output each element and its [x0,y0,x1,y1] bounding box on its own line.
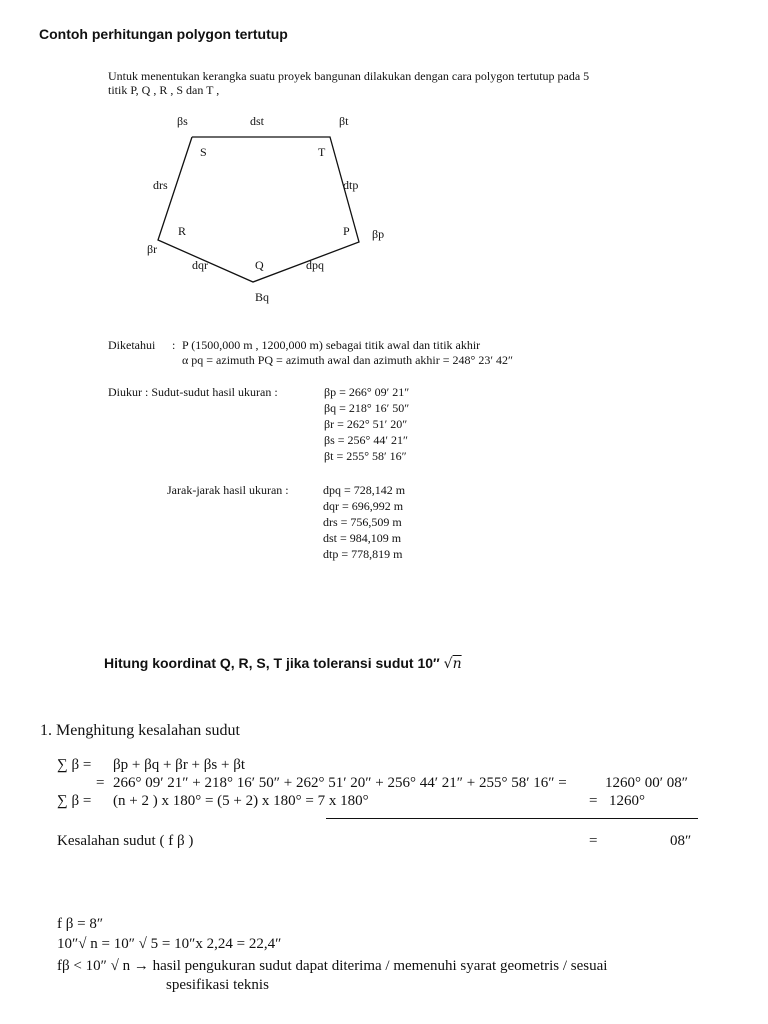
label-point-t: T [318,145,326,159]
given-line-1: P (1500,000 m , 1200,000 m) sebagai titik awal dan titik akhir [182,338,481,352]
angle-row: βq = 218° 16′ 50″ [324,401,410,415]
given-label: Diketahui [108,338,156,352]
given-colon: : [172,338,176,352]
condition-line: fβ < 10″ √ n → hasil pengukuran sudut dapat diterima / memenuhi syarat geometris / sesuai [57,958,608,974]
given-line-2: α pq = azimuth PQ = azimuth awal dan azimuth akhir = 248° 23′ 42″ [182,353,513,367]
angle-row: βp = 266° 09′ 21″ [324,385,410,399]
formula-result: 1260° [609,793,645,809]
angle-row: βt = 255° 58′ 16″ [324,449,407,463]
label-beta-s: βs [177,114,188,128]
intro-line-2: titik P, Q , R , S dan T , [108,83,220,97]
formula-label: ∑ β = [57,793,92,809]
label-dtp: dtp [343,178,359,192]
distance-label: Jarak-jarak hasil ukuran : [167,483,289,497]
sum-label: ∑ β = [57,757,92,773]
sum-underline [326,818,698,819]
fb-line: f β = 8″ [57,916,104,932]
sum-result: 1260° 00′ 08″ [605,775,689,791]
measured-label: Diukur : Sudut-sudut hasil ukuran : [108,385,278,399]
distance-row: dtp = 778,819 m [323,547,403,561]
condition-line-2: spesifikasi teknis [166,977,269,993]
sum-values: 266° 09′ 21″ + 218° 16′ 50″ + 262° 51′ 20″ + 256° 44′ 21″ + 255° 58′ 16″ = [113,775,567,791]
label-dqr: dqr [192,258,208,272]
sum-terms: βp + βq + βr + βs + βt [113,757,245,773]
error-value: 08″ [670,833,692,849]
angle-row: βr = 262° 51′ 20″ [324,417,408,431]
question-text [104,655,462,672]
label-point-p: P [343,224,350,238]
label-point-r: R [178,224,187,238]
distance-row: dpq = 728,142 m [323,483,406,497]
label-beta-p: βp [372,227,385,241]
sum-values-eq: = [96,775,105,791]
label-point-q: Q [255,258,264,272]
label-drs: drs [153,178,168,192]
label-dst: dst [250,114,265,128]
sqrt-symbol: √n [443,656,462,672]
angle-row: βs = 256° 44′ 21″ [324,433,408,447]
label-bq: Bq [255,290,270,304]
intro-line-1: Untuk menentukan kerangka suatu proyek bangunan dilakukan dengan cara polygon tertutup pada 5 [108,69,590,83]
tolerance-line: 10″√ n = 10″ √ 5 = 10″x 2,24 = 22,4″ [57,936,282,952]
label-dpq: dpq [306,258,324,272]
label-point-s: S [200,145,207,159]
section-heading: 1. Menghitung kesalahan sudut [40,722,240,739]
page-title: Contoh perhitungan polygon tertutup [39,26,288,42]
sqrt-variable: n [452,656,462,672]
label-beta-t: βt [339,114,349,128]
formula: (n + 2 ) x 180° = (5 + 2) x 180° = 7 x 180° [113,793,369,809]
formula-eq: = [589,793,598,809]
error-eq: = [589,833,598,849]
label-beta-r: βr [147,242,158,256]
distance-row: dst = 984,109 m [323,531,402,545]
distance-row: drs = 756,509 m [323,515,402,529]
distance-row: dqr = 696,992 m [323,499,404,513]
question-body: Hitung koordinat Q, R, S, T jika toleransi sudut 10″ [104,655,440,671]
error-label: Kesalahan sudut ( f β ) [57,833,194,849]
